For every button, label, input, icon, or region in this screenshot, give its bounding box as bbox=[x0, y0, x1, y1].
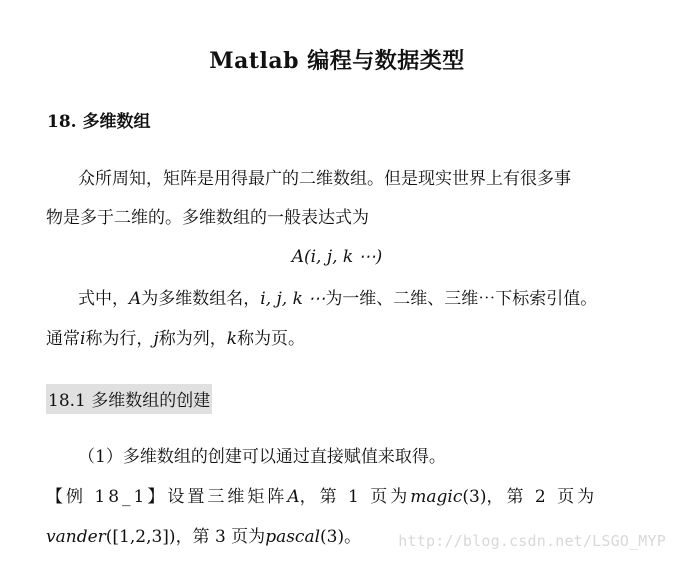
magic-argument: (3) bbox=[462, 487, 487, 507]
explanation-prefix: 式中， bbox=[78, 289, 129, 309]
col-label: 称为列， bbox=[158, 329, 227, 349]
example-end: 。 bbox=[344, 527, 362, 547]
example-variable-A: A bbox=[287, 487, 300, 507]
intro-paragraph-line-2: 物是多于二维的。多维数组的一般表达式为 bbox=[46, 208, 369, 228]
intro-paragraph-line-1: 众所周知，矩阵是用得最广的二维数组。但是现实世界上有很多事 bbox=[78, 169, 571, 189]
variable-A: A bbox=[129, 289, 142, 309]
example-line-2 bbox=[46, 526, 361, 548]
example-label: 【例 18_1】 bbox=[46, 487, 168, 507]
function-pascal: pascal bbox=[265, 527, 321, 547]
general-formula: A(i, j, k ⋯) bbox=[291, 247, 383, 267]
variable-ijk: i, j, k ⋯ bbox=[260, 289, 326, 309]
example-text-4: ，第 3 页为 bbox=[175, 527, 266, 547]
row-col-page-line bbox=[46, 328, 305, 350]
row-prefix: 通常 bbox=[46, 329, 80, 349]
example-line-1 bbox=[46, 486, 597, 508]
function-vander: vander bbox=[46, 527, 106, 547]
example-text-2: ，第 1 页为 bbox=[299, 487, 411, 507]
item-1: （1）多维数组的创建可以通过直接赋值来取得。 bbox=[78, 447, 446, 467]
example-text-1: 设置三维矩阵 bbox=[167, 487, 288, 507]
document-title: Matlab 编程与数据类型 bbox=[209, 48, 465, 74]
watermark-url: http://blog.csdn.net/LSGO_MYP bbox=[398, 532, 666, 550]
variable-k: k bbox=[226, 329, 238, 349]
explanation-rest: 为一维、二维、三维⋯下标索引值。 bbox=[325, 289, 598, 309]
variable-j: j bbox=[153, 329, 159, 349]
explanation-mid: 为多维数组名， bbox=[141, 289, 261, 309]
pascal-argument: (3) bbox=[320, 527, 345, 547]
example-text-3: ，第 2 页为 bbox=[486, 487, 598, 507]
vander-argument: ([1,2,3]) bbox=[105, 527, 176, 547]
variable-i: i bbox=[80, 329, 86, 349]
explanation-line bbox=[78, 288, 597, 310]
section-heading: 18. 多维数组 bbox=[47, 112, 151, 132]
subsection-heading: 18.1 多维数组的创建 bbox=[46, 384, 212, 414]
row-label: 称为行， bbox=[85, 329, 154, 349]
function-magic: magic bbox=[410, 487, 463, 507]
page-label: 称为页。 bbox=[237, 329, 306, 349]
